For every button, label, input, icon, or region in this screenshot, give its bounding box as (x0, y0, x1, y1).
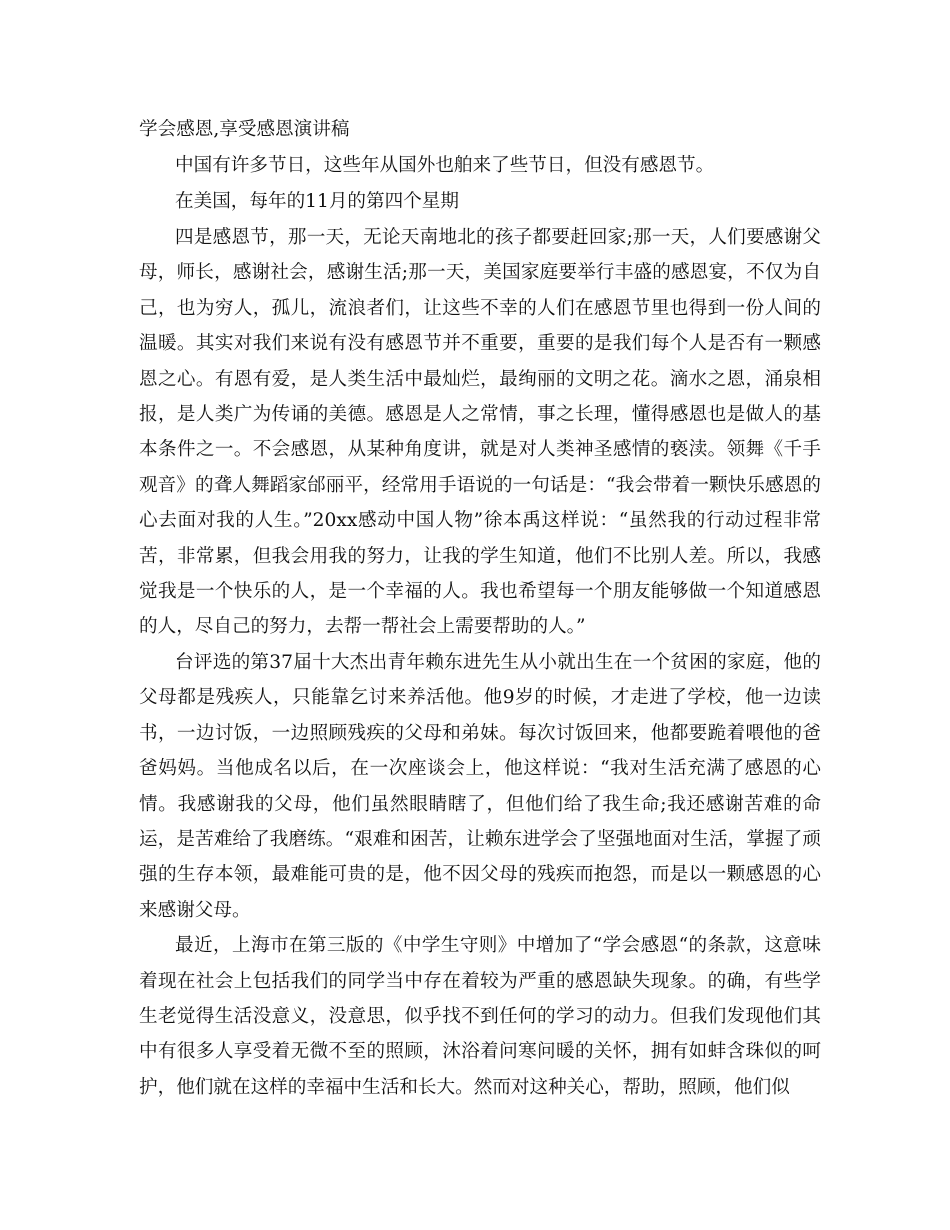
paragraph-2: 台评选的第37届十大杰出青年赖东进先生从小就出生在一个贫困的家庭，他的父母都是残疾人，只能靠乞讨来养活他。他9岁的时候，才走进了学校，他一边读书，一边讨饭，一边照顾残疾的父母和弟妹。每次讨饭回来，他都要跪着喂他的爸爸妈妈。当他成名以后，在一次座谈会上，他这样说：“我对生活充满了感恩的心情。我感谢我的父母，他们虽然眼睛瞎了，但他们给了我生命;我还感谢苦难的命运，是苦难给了我磨练。“艰难和困苦，让赖东进学会了坚强地面对生活，掌握了顽强的生存本领，最难能可贵的是，他不因父母的残疾而抱怨，而是以一颗感恩的心来感谢父母。 (139, 651, 821, 921)
intro-line-2: 在美国，每年的11月的第四个星期 (175, 191, 459, 212)
document-body (139, 112, 821, 1105)
paragraph-1: 四是感恩节，那一天，无论天南地北的孩子都要赶回家;那一天，人们要感谢父母，师长，感谢社会，感谢生活;那一天，美国家庭要举行丰盛的感恩宴，不仅为自己，也为穷人，孤儿，流浪者们，让这些不幸的人们在感恩节里也得到一份人间的温暖。其实对我们来说有没有感恩节并不重要，重要的是我们每个人是否有一颗感恩之心。有恩有爱，是人类生活中最灿烂，最绚丽的文明之花。滴水之恩，涌泉相报，是人类广为传诵的美德。感恩是人之常情，事之长理，懂得感恩也是做人的基本条件之一。不会感恩，从某种角度讲，就是对人类神圣感情的亵渎。领舞《千手观音》的聋人舞蹈家邰丽平，经常用手语说的一句话是：“我会带着一颗快乐感恩的心去面对我的人生。”20xx感动中国人物”徐本禹这样说：“虽然我的行动过程非常苦，非常累，但我会用我的努力，让我的学生知道，他们不比别人差。所以，我感觉我是一个快乐的人，是一个幸福的人。我也希望每一个朋友能够做一个知道感恩的人，尽自己的努力，去帮一帮社会上需要帮助的人。” (139, 227, 821, 638)
document-title: 学会感恩,享受感恩演讲稿 (139, 119, 350, 140)
intro-line-1: 中国有许多节日，这些年从国外也舶来了些节日，但没有感恩节。 (175, 155, 715, 176)
paragraph-3: 最近，上海市在第三版的《中学生守则》中增加了“学会感恩“的条款，这意味着现在社会上包括我们的同学当中存在着较为严重的感恩缺失现象。的确，有些学生老觉得生活没意义，没意思，似乎找不到任何的学习的动力。但我们发现他们其中有很多人享受着无微不至的照顾，沐浴着问寒问暖的关怀，拥有如蚌含珠似的呵护，他们就在这样的幸福中生活和长大。然而对这种关心，帮助，照顾，他们似 (139, 935, 821, 1098)
